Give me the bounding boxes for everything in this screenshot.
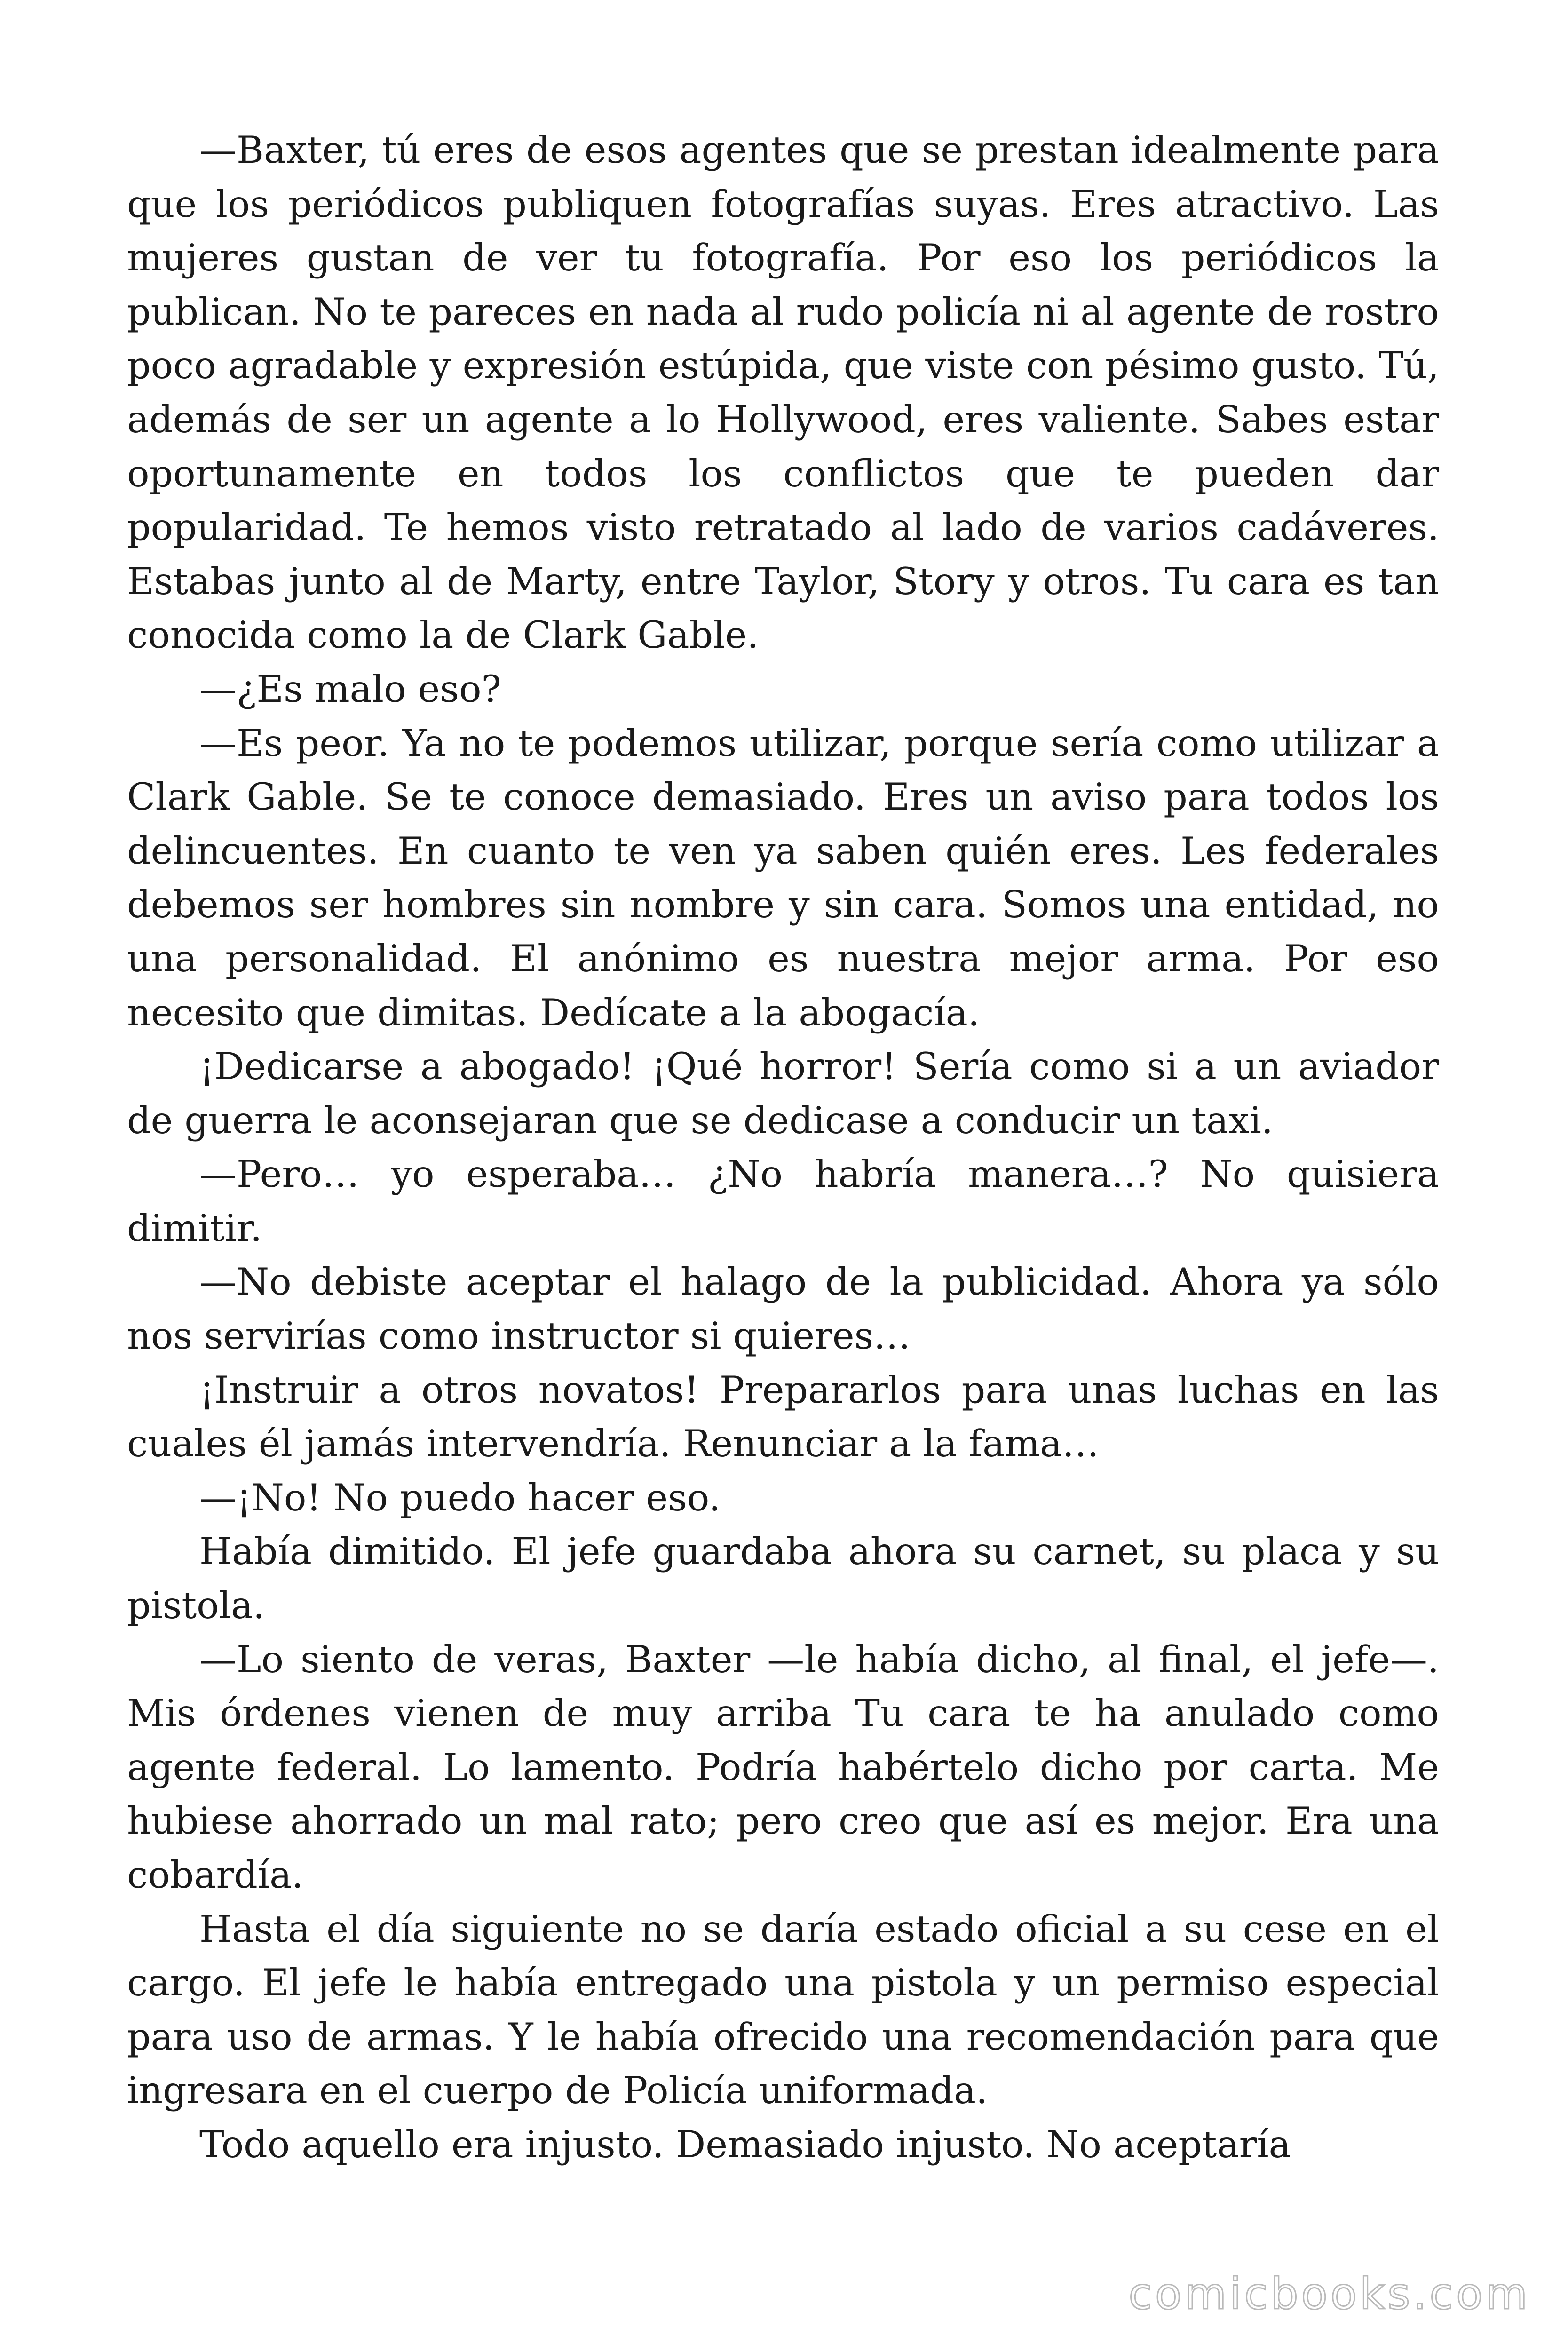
paragraph: ¡Instruir a otros novatos! Prepararlos para unas luchas en las cuales él jamás intervendría. Renunciar a la fama… xyxy=(127,1368,1439,1466)
paragraph: —Pero… yo esperaba… ¿No habría manera…? No quisiera dimitir. xyxy=(127,1152,1439,1250)
book-page-text xyxy=(127,123,1439,2172)
paragraph: Había dimitido. El jefe guardaba ahora su carnet, su placa y su pistola. xyxy=(127,1530,1439,1628)
paragraph: Hasta el día siguiente no se daría estado oficial a su cese en el cargo. El jefe le había entregado una pistola y un permiso especial para uso de armas. Y le había ofrecido una recomendación para que ingresara en el cuerpo de Policía uniformada. xyxy=(127,1907,1439,2113)
paragraph: Todo aquello era injusto. Demasiado injusto. No aceptaría xyxy=(199,2122,1291,2166)
paragraph: —No debiste aceptar el halago de la publicidad. Ahora ya sólo nos servirías como instructor si quieres… xyxy=(127,1260,1439,1358)
paragraph: —Lo siento de veras, Baxter —le había dicho, al final, el jefe—. Mis órdenes vienen de muy arriba Tu cara te ha anulado como agente federal. Lo lamento. Podría habértelo dicho por carta. Me hubiese ahorrado un mal rato; pero creo que así es mejor. Era una cobardía. xyxy=(127,1637,1439,1897)
paragraph: —Es peor. Ya no te podemos utilizar, porque sería como utilizar a Clark Gable. Se te conoce demasiado. Eres un aviso para todos los delincuentes. En cuanto te ven ya saben quién eres. Les federales debemos ser hombres sin nombre y sin cara. Somos una entidad, no una personalidad. El anónimo es nuestra mejor arma. Por eso necesito que dimitas. Dedícate a la abogacía. xyxy=(127,721,1439,1034)
watermark: comicbooks.com xyxy=(1128,2269,1530,2319)
paragraph: —Baxter, tú eres de esos agentes que se prestan idealmente para que los periódicos publiquen fotografías suyas. Eres atractivo. Las mujeres gustan de ver tu fotografía. Por eso los periódicos la publican. No te pareces en nada al rudo policía ni al agente de rostro poco agradable y expresión estúpida, que viste con pésimo gusto. Tú, además de ser un agente a lo Hollywood, eres valiente. Sabes estar oportunamente en todos los conflictos que te pueden dar popularidad. Te hemos visto retratado al lado de varios cadáveres. Estabas junto al de Marty, entre Taylor, Story y otros. Tu cara es tan conocida como la de Clark Gable. xyxy=(127,128,1439,657)
paragraph: —¿Es malo eso? xyxy=(199,667,501,711)
paragraph: —¡No! No puedo hacer eso. xyxy=(199,1476,721,1519)
paragraph: ¡Dedicarse a abogado! ¡Qué horror! Sería como si a un aviador de guerra le aconsejaran que se dedicase a conducir un taxi. xyxy=(127,1045,1439,1142)
